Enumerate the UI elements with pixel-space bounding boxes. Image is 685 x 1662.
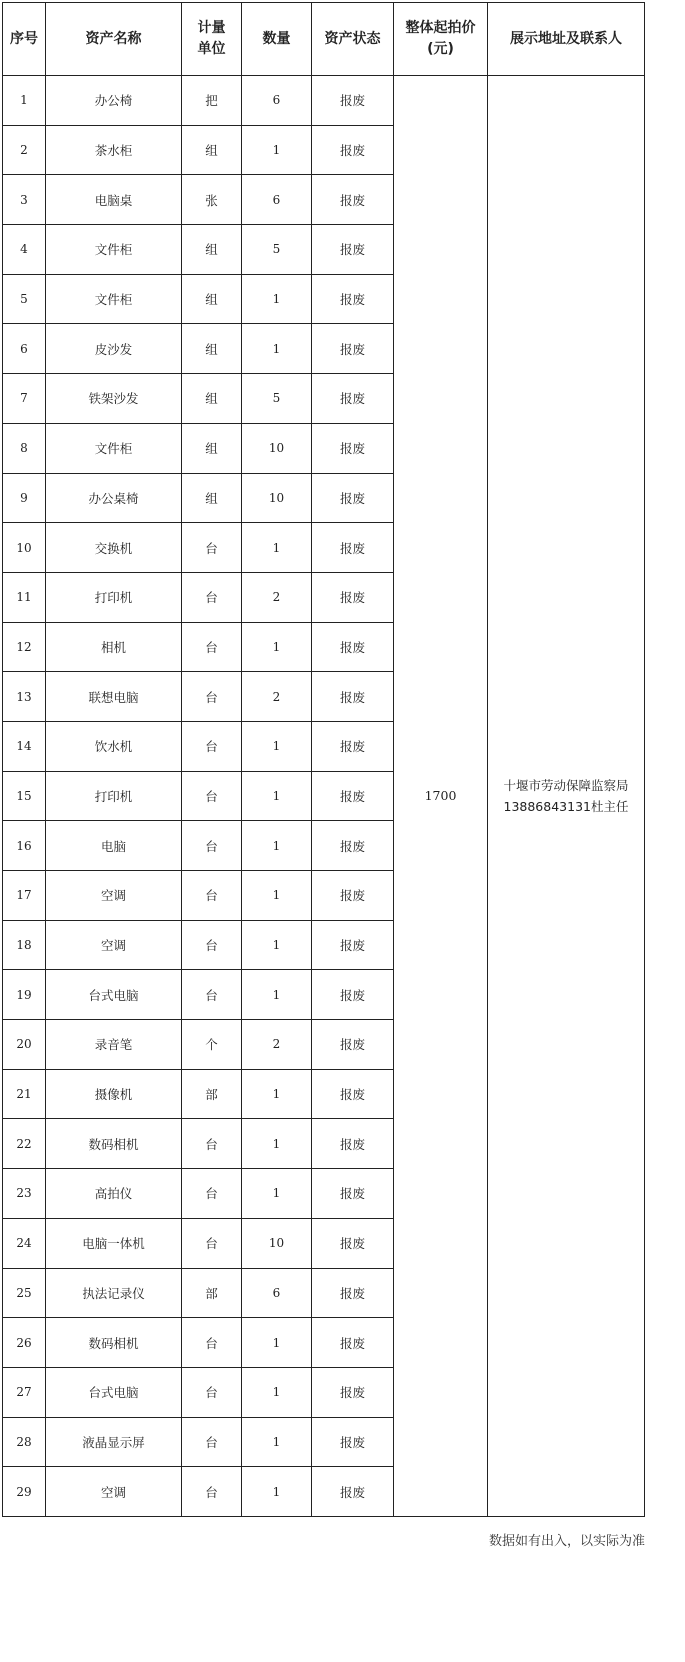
cell-unit: 台 [182, 572, 242, 622]
cell-status: 报废 [312, 225, 394, 275]
cell-status: 报废 [312, 125, 394, 175]
address-text: 十堰市劳动保障监察局 [503, 777, 629, 793]
cell-unit: 组 [182, 374, 242, 424]
cell-qty: 5 [242, 225, 312, 275]
cell-qty: 1 [242, 1367, 312, 1417]
cell-asset-name: 高拍仪 [46, 1169, 182, 1219]
cell-qty: 10 [242, 1218, 312, 1268]
cell-seq: 28 [3, 1417, 46, 1467]
cell-asset-name: 电脑桌 [46, 175, 182, 225]
cell-seq: 1 [3, 76, 46, 126]
cell-qty: 10 [242, 473, 312, 523]
cell-seq: 10 [3, 523, 46, 573]
cell-asset-name: 数码相机 [46, 1318, 182, 1368]
cell-qty: 1 [242, 871, 312, 921]
cell-status: 报废 [312, 672, 394, 722]
cell-seq: 15 [3, 771, 46, 821]
cell-unit: 台 [182, 1318, 242, 1368]
cell-seq: 17 [3, 871, 46, 921]
cell-qty: 1 [242, 274, 312, 324]
cell-qty: 2 [242, 672, 312, 722]
cell-asset-name: 电脑 [46, 821, 182, 871]
cell-qty: 2 [242, 1020, 312, 1070]
cell-unit: 台 [182, 1119, 242, 1169]
cell-asset-name: 文件柜 [46, 225, 182, 275]
cell-status: 报废 [312, 1169, 394, 1219]
cell-unit: 台 [182, 1417, 242, 1467]
cell-qty: 1 [242, 1069, 312, 1119]
cell-status: 报废 [312, 871, 394, 921]
cell-unit: 部 [182, 1268, 242, 1318]
cell-seq: 6 [3, 324, 46, 374]
cell-asset-name: 茶水柜 [46, 125, 182, 175]
cell-asset-name: 摄像机 [46, 1069, 182, 1119]
cell-qty: 1 [242, 324, 312, 374]
cell-status: 报废 [312, 1119, 394, 1169]
cell-qty: 1 [242, 1467, 312, 1517]
cell-seq: 19 [3, 970, 46, 1020]
cell-qty: 1 [242, 1119, 312, 1169]
cell-unit: 台 [182, 821, 242, 871]
cell-unit: 台 [182, 1367, 242, 1417]
header-status: 资产状态 [312, 3, 394, 76]
cell-unit: 把 [182, 76, 242, 126]
header-qty: 数量 [242, 3, 312, 76]
cell-qty: 1 [242, 821, 312, 871]
cell-seq: 8 [3, 423, 46, 473]
cell-qty: 1 [242, 970, 312, 1020]
cell-asset-name: 台式电脑 [46, 1367, 182, 1417]
cell-unit: 台 [182, 771, 242, 821]
cell-seq: 2 [3, 125, 46, 175]
cell-asset-name: 办公桌椅 [46, 473, 182, 523]
cell-asset-name: 联想电脑 [46, 672, 182, 722]
cell-qty: 1 [242, 1169, 312, 1219]
cell-asset-name: 执法记录仪 [46, 1268, 182, 1318]
cell-unit: 台 [182, 523, 242, 573]
cell-asset-name: 数码相机 [46, 1119, 182, 1169]
cell-unit: 个 [182, 1020, 242, 1070]
cell-unit: 台 [182, 970, 242, 1020]
cell-seq: 7 [3, 374, 46, 424]
cell-asset-name: 空调 [46, 1467, 182, 1517]
cell-asset-name: 皮沙发 [46, 324, 182, 374]
cell-unit: 组 [182, 274, 242, 324]
cell-unit: 部 [182, 1069, 242, 1119]
table-body [3, 76, 645, 1517]
cell-asset-name: 打印机 [46, 572, 182, 622]
cell-qty: 2 [242, 572, 312, 622]
cell-unit: 台 [182, 1218, 242, 1268]
cell-unit: 张 [182, 175, 242, 225]
cell-status: 报废 [312, 1318, 394, 1368]
cell-seq: 11 [3, 572, 46, 622]
cell-starting-price: 1700 [394, 76, 488, 1517]
cell-asset-name: 文件柜 [46, 274, 182, 324]
header-price: 整体起拍价 (元) [394, 3, 488, 76]
cell-seq: 21 [3, 1069, 46, 1119]
header-row [3, 3, 645, 76]
cell-status: 报废 [312, 1069, 394, 1119]
cell-unit: 台 [182, 622, 242, 672]
cell-status: 报废 [312, 970, 394, 1020]
cell-status: 报废 [312, 473, 394, 523]
cell-seq: 29 [3, 1467, 46, 1517]
cell-status: 报废 [312, 324, 394, 374]
cell-status: 报废 [312, 1467, 394, 1517]
cell-unit: 台 [182, 1467, 242, 1517]
header-contact: 展示地址及联系人 [488, 3, 645, 76]
cell-asset-name: 交换机 [46, 523, 182, 573]
cell-qty: 1 [242, 1417, 312, 1467]
cell-qty: 1 [242, 721, 312, 771]
asset-table [2, 2, 645, 1517]
cell-unit: 组 [182, 423, 242, 473]
cell-asset-name: 台式电脑 [46, 970, 182, 1020]
cell-status: 报废 [312, 572, 394, 622]
cell-seq: 20 [3, 1020, 46, 1070]
contact-text: 13886843131杜主任 [503, 798, 629, 814]
cell-qty: 6 [242, 76, 312, 126]
header-unit: 计量 单位 [182, 3, 242, 76]
cell-seq: 23 [3, 1169, 46, 1219]
cell-asset-name: 录音笔 [46, 1020, 182, 1070]
cell-status: 报废 [312, 1218, 394, 1268]
header-seq: 序号 [3, 3, 46, 76]
cell-seq: 3 [3, 175, 46, 225]
cell-seq: 27 [3, 1367, 46, 1417]
cell-status: 报废 [312, 721, 394, 771]
cell-status: 报废 [312, 423, 394, 473]
cell-seq: 9 [3, 473, 46, 523]
cell-qty: 1 [242, 920, 312, 970]
cell-unit: 组 [182, 473, 242, 523]
cell-address-contact [488, 76, 645, 1517]
cell-seq: 16 [3, 821, 46, 871]
cell-qty: 1 [242, 771, 312, 821]
cell-unit: 组 [182, 324, 242, 374]
cell-seq: 24 [3, 1218, 46, 1268]
cell-qty: 1 [242, 1318, 312, 1368]
cell-unit: 台 [182, 721, 242, 771]
cell-asset-name: 相机 [46, 622, 182, 672]
cell-qty: 10 [242, 423, 312, 473]
cell-status: 报废 [312, 1367, 394, 1417]
cell-status: 报废 [312, 76, 394, 126]
cell-seq: 12 [3, 622, 46, 672]
cell-asset-name: 饮水机 [46, 721, 182, 771]
cell-unit: 台 [182, 920, 242, 970]
cell-asset-name: 文件柜 [46, 423, 182, 473]
cell-status: 报废 [312, 1020, 394, 1070]
cell-asset-name: 液晶显示屏 [46, 1417, 182, 1467]
cell-qty: 6 [242, 1268, 312, 1318]
cell-seq: 4 [3, 225, 46, 275]
cell-unit: 组 [182, 225, 242, 275]
cell-unit: 组 [182, 125, 242, 175]
cell-status: 报废 [312, 1268, 394, 1318]
cell-unit: 台 [182, 1169, 242, 1219]
footer-note: 数据如有出入，以实际为准 [488, 1534, 645, 1549]
cell-seq: 5 [3, 274, 46, 324]
cell-unit: 台 [182, 672, 242, 722]
cell-asset-name: 电脑一体机 [46, 1218, 182, 1268]
cell-status: 报废 [312, 821, 394, 871]
cell-seq: 13 [3, 672, 46, 722]
table-row [3, 76, 645, 126]
cell-seq: 25 [3, 1268, 46, 1318]
cell-status: 报废 [312, 523, 394, 573]
cell-status: 报废 [312, 771, 394, 821]
cell-status: 报废 [312, 920, 394, 970]
cell-seq: 18 [3, 920, 46, 970]
cell-qty: 5 [242, 374, 312, 424]
cell-asset-name: 打印机 [46, 771, 182, 821]
cell-asset-name: 空调 [46, 871, 182, 921]
cell-seq: 22 [3, 1119, 46, 1169]
cell-asset-name: 办公椅 [46, 76, 182, 126]
cell-status: 报废 [312, 622, 394, 672]
cell-asset-name: 铁架沙发 [46, 374, 182, 424]
cell-seq: 26 [3, 1318, 46, 1368]
cell-qty: 1 [242, 125, 312, 175]
cell-status: 报废 [312, 274, 394, 324]
header-name: 资产名称 [46, 3, 182, 76]
cell-asset-name: 空调 [46, 920, 182, 970]
cell-status: 报废 [312, 1417, 394, 1467]
cell-qty: 1 [242, 622, 312, 672]
cell-status: 报废 [312, 175, 394, 225]
cell-qty: 6 [242, 175, 312, 225]
cell-qty: 1 [242, 523, 312, 573]
cell-status: 报废 [312, 374, 394, 424]
cell-seq: 14 [3, 721, 46, 771]
cell-unit: 台 [182, 871, 242, 921]
